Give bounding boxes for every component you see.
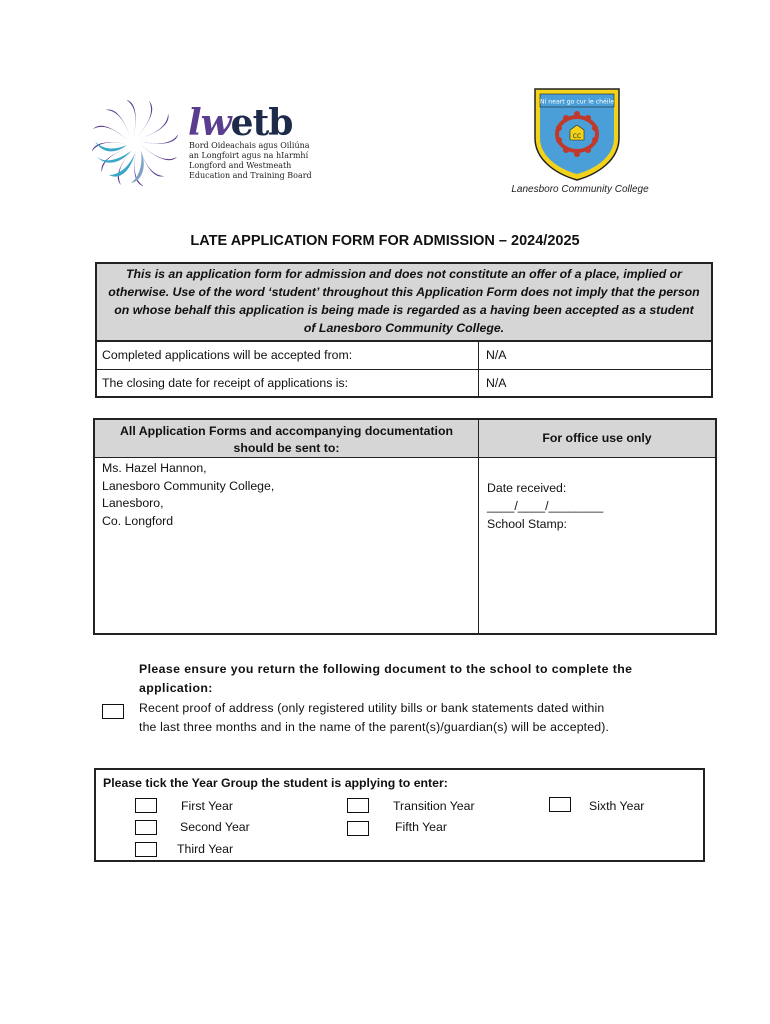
address-line: Lanesboro, xyxy=(102,496,164,510)
sixth-year-checkbox[interactable] xyxy=(549,797,571,812)
table-row xyxy=(97,369,711,396)
send-to-address xyxy=(95,458,479,633)
dates-table xyxy=(95,342,713,398)
second-year-checkbox[interactable] xyxy=(135,820,157,835)
send-to-heading: All Application Forms and accompanying documentation should be sent to: xyxy=(95,420,479,458)
year-group-title: Please tick the Year Group the student is applying to enter: xyxy=(103,776,448,790)
fifth-year-checkbox[interactable] xyxy=(347,821,369,836)
office-use-fields xyxy=(479,458,715,633)
crest-banner: Ní neart go cur le chéile xyxy=(539,98,615,106)
closing-date-value: N/A xyxy=(486,376,507,390)
transition-year-checkbox[interactable] xyxy=(347,798,369,813)
accepted-from-value: N/A xyxy=(486,348,507,362)
college-crest-icon xyxy=(532,86,622,182)
address-line: Ms. Hazel Hannon, xyxy=(102,461,207,475)
svg-text:CC: CC xyxy=(572,133,582,140)
address-office-table xyxy=(93,418,717,635)
logo-line-3: Longford and Westmeath xyxy=(189,161,292,170)
sixth-year-label: Sixth Year xyxy=(589,799,645,813)
proof-of-address-text: Recent proof of address (only registered utility bills or bank statements dated within the last three months and in the name of the parent(s)/guardian(s) will be accepted). xyxy=(139,701,610,734)
date-received-field[interactable]: ____/____/________ xyxy=(487,499,604,513)
table-row xyxy=(97,342,711,369)
admission-notice: This is an application form for admission and does not constitute an offer of a place, implied or otherwise. Use of the word ‘student’ throughout this Application Form does not imply that the person on whose behalf this application is being made is regarded as a having been accepted as a student of Lanesboro Community College. xyxy=(95,262,713,342)
lwetb-swirl-icon xyxy=(92,100,178,186)
second-year-label: Second Year xyxy=(180,820,250,834)
logo-line-2: an Longfoirt agus na hIarmhí xyxy=(189,151,309,160)
logo-line-1: Bord Oideachais agus Oiliúna xyxy=(189,141,310,150)
third-year-label: Third Year xyxy=(177,842,234,856)
first-year-checkbox[interactable] xyxy=(135,798,157,813)
third-year-checkbox[interactable] xyxy=(135,842,157,857)
school-stamp-label: School Stamp: xyxy=(487,517,567,531)
date-received-label: Date received: xyxy=(487,481,567,495)
college-caption: Lanesboro Community College xyxy=(511,184,649,195)
address-line: Lanesboro Community College, xyxy=(102,478,275,493)
address-line: Co. Longford xyxy=(102,513,174,528)
year-group-box xyxy=(94,768,705,862)
page-title: LATE APPLICATION FORM FOR ADMISSION – 2024/2025 xyxy=(190,233,580,249)
office-use-heading: For office use only xyxy=(479,420,715,458)
first-year-label: First Year xyxy=(181,799,233,813)
lwetb-wordmark: lwetb xyxy=(188,102,293,144)
transition-year-label: Transition Year xyxy=(393,799,475,813)
closing-date-label: The closing date for receipt of applications is: xyxy=(97,370,479,396)
logo-line-4: Education and Training Board xyxy=(189,171,312,180)
proof-of-address-checkbox[interactable] xyxy=(102,704,124,719)
accepted-from-label: Completed applications will be accepted from: xyxy=(97,342,479,369)
documents-instruction: Please ensure you return the following document to the school to complete the application: xyxy=(139,662,633,695)
fifth-year-label: Fifth Year xyxy=(395,820,447,834)
lwetb-logo xyxy=(92,100,312,190)
